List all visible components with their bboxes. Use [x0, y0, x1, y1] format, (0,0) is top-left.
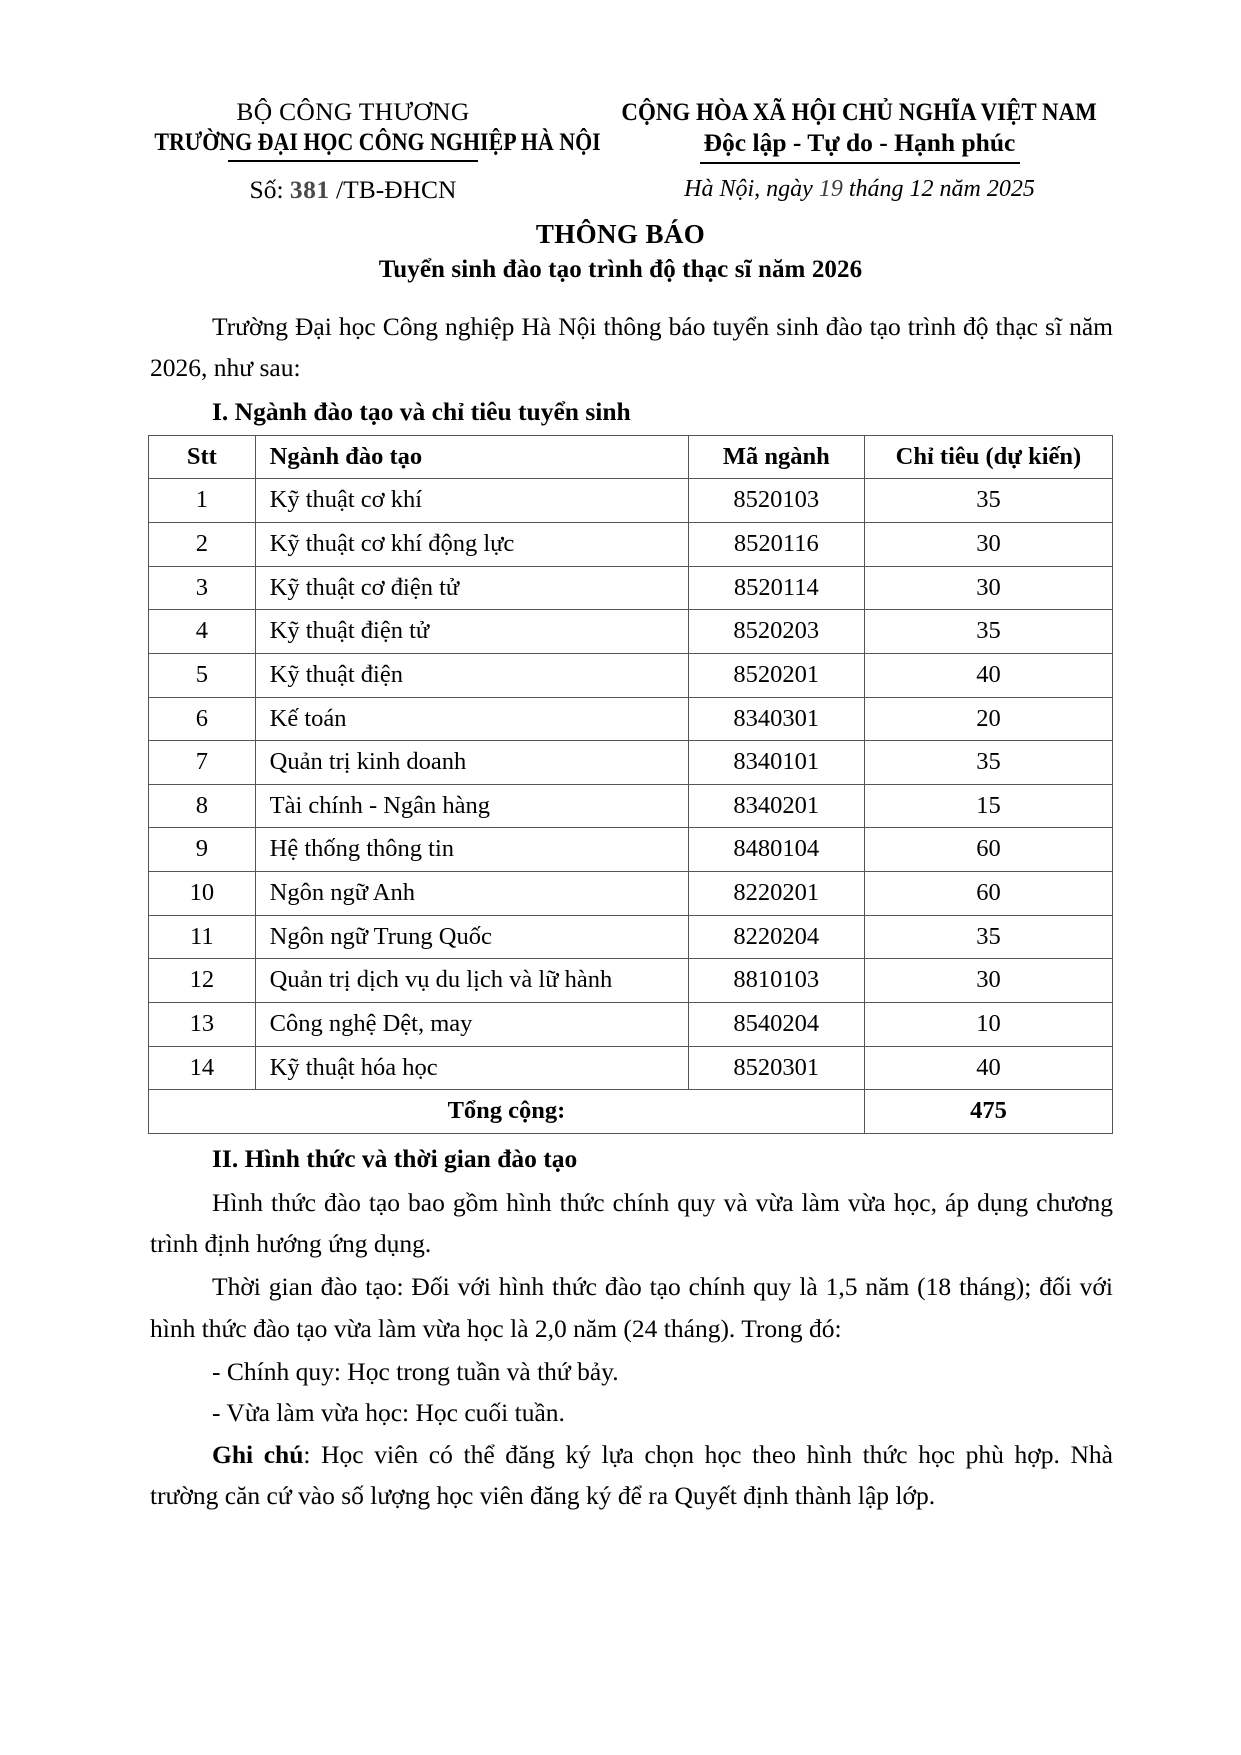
cell-name: Kỹ thuật cơ điện tử: [255, 566, 688, 610]
cell-name: Quản trị kinh doanh: [255, 741, 688, 785]
cell-code: 8220204: [688, 915, 864, 959]
cell-code: 8810103: [688, 959, 864, 1003]
table-row: [149, 697, 1113, 741]
cell-quota: 30: [864, 523, 1112, 567]
date-month: 12: [909, 175, 934, 202]
cell-stt: 10: [149, 872, 256, 916]
document-header: [0, 0, 1241, 205]
so-label: Số:: [249, 175, 284, 205]
cell-stt: 2: [149, 523, 256, 567]
table-row: [149, 653, 1113, 697]
section-two-bullet-1: - Chính quy: Học trong tuần và thứ bảy.: [212, 1356, 619, 1386]
cell-code: 8480104: [688, 828, 864, 872]
cell-stt: 6: [149, 697, 256, 741]
cell-name: Kỹ thuật cơ khí: [255, 479, 688, 523]
cell-name: Kỹ thuật điện: [255, 653, 688, 697]
programs-table: [148, 435, 1113, 1134]
nation-name-wrap: [588, 96, 1131, 127]
cell-stt: 1: [149, 479, 256, 523]
ministry-name: BỘ CÔNG THƯƠNG: [236, 97, 470, 126]
table-row: [149, 610, 1113, 654]
cell-name: Kỹ thuật cơ khí động lực: [255, 523, 688, 567]
cell-quota: 40: [864, 653, 1112, 697]
cell-quota: 60: [864, 872, 1112, 916]
section-one-heading: I. Ngành đào tạo và chỉ tiêu tuyển sinh: [212, 396, 631, 426]
cell-quota: 60: [864, 828, 1112, 872]
total-label: Tổng cộng:: [149, 1090, 865, 1134]
programs-table-head: [149, 435, 1113, 479]
cell-stt: 7: [149, 741, 256, 785]
cell-stt: 5: [149, 653, 256, 697]
cell-code: 8220201: [688, 872, 864, 916]
cell-quota: 10: [864, 1002, 1112, 1046]
cell-name: Kỹ thuật hóa học: [255, 1046, 688, 1090]
cell-quota: 40: [864, 1046, 1112, 1090]
cell-stt: 13: [149, 1002, 256, 1046]
intro-paragraph: Trường Đại học Công nghiệp Hà Nội thông báo tuyển sinh đào tạo trình độ thạc sĩ năm 2026, như sau:: [150, 312, 1113, 383]
cell-name: Tài chính - Ngân hàng: [255, 784, 688, 828]
document-title: THÔNG BÁO: [535, 219, 706, 250]
cell-code: 8340301: [688, 697, 864, 741]
column-header-stt: Stt: [149, 435, 256, 479]
table-row: [149, 872, 1113, 916]
cell-quota: 15: [864, 784, 1112, 828]
cell-quota: 35: [864, 915, 1112, 959]
cell-code: 8540204: [688, 1002, 864, 1046]
date-prefix: Hà Nội, ngày: [684, 175, 813, 202]
note-label: Ghi chú: [212, 1439, 304, 1469]
nation-name: CỘNG HÒA XÃ HỘI CHỦ NGHĨA VIỆT NAM: [621, 97, 1098, 126]
column-header-name: Ngành đào tạo: [255, 435, 688, 479]
date-month-label: tháng: [848, 175, 904, 202]
document-number-line: [118, 175, 588, 205]
table-row: [149, 523, 1113, 567]
date-day: 19: [818, 175, 843, 202]
table-row: [149, 1002, 1113, 1046]
cell-code: 8520103: [688, 479, 864, 523]
cell-code: 8520301: [688, 1046, 864, 1090]
cell-stt: 14: [149, 1046, 256, 1090]
cell-code: 8520116: [688, 523, 864, 567]
table-header-row: [149, 435, 1113, 479]
cell-name: Hệ thống thông tin: [255, 828, 688, 872]
programs-table-body: [149, 479, 1113, 1133]
intro-block: [0, 306, 1241, 427]
cell-name: Quản trị dịch vụ du lịch và lữ hành: [255, 959, 688, 1003]
so-number: 381: [289, 175, 330, 205]
issue-date-line: [588, 176, 1131, 203]
cell-code: 8520203: [688, 610, 864, 654]
cell-stt: 9: [149, 828, 256, 872]
cell-stt: 3: [149, 566, 256, 610]
cell-code: 8520201: [688, 653, 864, 697]
so-suffix: /TB-ĐHCN: [336, 175, 457, 205]
cell-code: 8340101: [688, 741, 864, 785]
section-two-heading: II. Hình thức và thời gian đào tạo: [212, 1143, 578, 1173]
table-row: [149, 915, 1113, 959]
programs-table-wrap: [0, 435, 1241, 1134]
table-row: [149, 784, 1113, 828]
cell-stt: 12: [149, 959, 256, 1003]
university-name: TRƯỜNG ĐẠI HỌC CÔNG NGHIỆP HÀ NỘI: [154, 127, 601, 157]
cell-stt: 8: [149, 784, 256, 828]
cell-quota: 35: [864, 610, 1112, 654]
national-slogan: Độc lập - Tự do - Hạnh phúc: [703, 128, 1016, 158]
section-two-note: [150, 1434, 1113, 1517]
header-right-underline: [700, 162, 1020, 164]
cell-name: Kế toán: [255, 697, 688, 741]
table-total-row: [149, 1090, 1113, 1134]
table-row: [149, 479, 1113, 523]
table-row: [149, 566, 1113, 610]
table-row: [149, 741, 1113, 785]
cell-stt: 4: [149, 610, 256, 654]
cell-quota: 30: [864, 566, 1112, 610]
title-block: [0, 219, 1241, 284]
table-row: [149, 1046, 1113, 1090]
section-two-paragraph-2: Thời gian đào tạo: Đối với hình thức đào tạo chính quy là 1,5 năm (18 tháng); đối với hình thức đào tạo vừa làm vừa học là 2,0 năm (24 tháng). Trong đó:: [150, 1272, 1113, 1343]
header-right-block: [588, 96, 1131, 205]
section-two-paragraph-1: Hình thức đào tạo bao gồm hình thức chính quy và vừa làm vừa học, áp dụng chương trình định hướng ứng dụng.: [150, 1187, 1113, 1259]
table-row: [149, 828, 1113, 872]
cell-stt: 11: [149, 915, 256, 959]
date-year-label: năm: [939, 175, 981, 202]
column-header-quota: Chỉ tiêu (dự kiến): [864, 435, 1112, 479]
cell-name: Ngôn ngữ Anh: [255, 872, 688, 916]
table-row: [149, 959, 1113, 1003]
total-value: 475: [864, 1090, 1112, 1134]
cell-name: Ngôn ngữ Trung Quốc: [255, 915, 688, 959]
university-name-wrap: [118, 127, 601, 157]
cell-quota: 35: [864, 479, 1112, 523]
cell-name: Công nghệ Dệt, may: [255, 1002, 688, 1046]
document-subtitle: Tuyển sinh đào tạo trình độ thạc sĩ năm 2026: [378, 256, 863, 284]
cell-quota: 35: [864, 741, 1112, 785]
section-two-bullet-2: - Vừa làm vừa học: Học cuối tuần.: [212, 1398, 565, 1428]
cell-quota: 30: [864, 959, 1112, 1003]
cell-code: 8340201: [688, 784, 864, 828]
date-year: 2025: [986, 175, 1035, 202]
header-left-underline: [228, 160, 478, 162]
note-text: : Học viên có thể đăng ký lựa chọn học theo hình thức học phù hợp. Nhà trường căn cứ vào số lượng học viên đăng ký để ra Quyết định thành lập lớp.: [150, 1439, 1113, 1510]
header-left-block: [118, 96, 601, 205]
column-header-code: Mã ngành: [688, 435, 864, 479]
section-two-block: [0, 1144, 1241, 1516]
cell-quota: 20: [864, 697, 1112, 741]
cell-name: Kỹ thuật điện tử: [255, 610, 688, 654]
cell-code: 8520114: [688, 566, 864, 610]
